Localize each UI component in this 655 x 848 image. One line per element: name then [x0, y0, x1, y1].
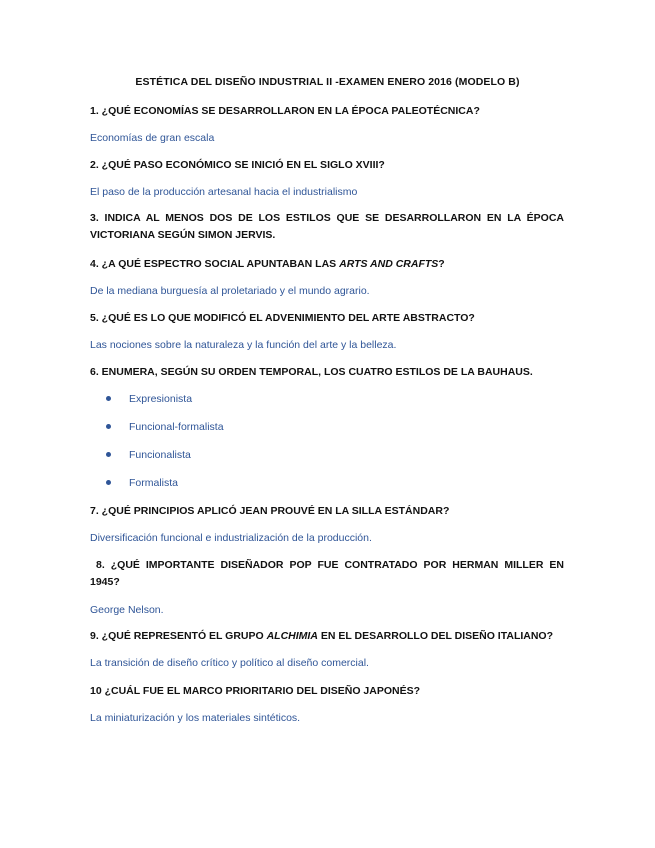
- question-4-text: 4. ¿A QUÉ ESPECTRO SOCIAL APUNTABAN LAS: [90, 258, 340, 270]
- answer-7: Diversificación funcional e industrialización de la producción.: [90, 532, 372, 544]
- bullet-icon: [106, 480, 111, 485]
- question-3: 3. INDICA AL MENOS DOS DE LOS ESTILOS QUE SE DESARROLLARON EN LA ÉPOCA VICTORIANA SEGÚN SIMON JERVIS.: [90, 212, 564, 241]
- question-9-italic: ALCHIMIA: [266, 630, 318, 642]
- list-item-label: Expresionista: [129, 393, 193, 405]
- question-9-text: 9. ¿QUÉ REPRESENTÓ EL GRUPO: [90, 630, 267, 642]
- answer-5: Las nociones sobre la naturaleza y la función del arte y la belleza.: [90, 339, 397, 351]
- question-9: [90, 628, 564, 645]
- question-5: 5. ¿QUÉ ES LO QUE MODIFICÓ EL ADVENIMIENTO DEL ARTE ABSTRACTO?: [90, 312, 475, 324]
- question-4-italic: ARTS AND CRAFTS: [339, 258, 439, 270]
- question-10: 10 ¿CUÁL FUE EL MARCO PRIORITARIO DEL DISEÑO JAPONÉS?: [90, 685, 421, 697]
- question-4-end: ?: [438, 258, 445, 270]
- question-7: 7. ¿QUÉ PRINCIPIOS APLICÓ JEAN PROUVÉ EN LA SILLA ESTÁNDAR?: [90, 505, 450, 517]
- page-title: ESTÉTICA DEL DISEÑO INDUSTRIAL II -EXAMEN ENERO 2016 (MODELO B): [135, 76, 520, 88]
- answer-2: El paso de la producción artesanal hacia el industrialismo: [90, 186, 358, 198]
- answer-9: La transición de diseño crítico y político al diseño comercial.: [90, 657, 369, 669]
- list-item-label: Funcionalista: [129, 449, 191, 461]
- question-4: [90, 256, 564, 273]
- bullet-icon: [106, 424, 111, 429]
- list-item-label: Formalista: [129, 477, 179, 489]
- question-1: 1. ¿QUÉ ECONOMÍAS SE DESARROLLARON EN LA ÉPOCA PALEOTÉCNICA?: [90, 105, 480, 117]
- answer-1: Economías de gran escala: [90, 132, 215, 144]
- question-2: 2. ¿QUÉ PASO ECONÓMICO SE INICIÓ EN EL SIGLO XVIII?: [90, 159, 385, 171]
- list-item-label: Funcional-formalista: [129, 421, 224, 433]
- question-8: 8. ¿QUÉ IMPORTANTE DISEÑADOR POP FUE CONTRATADO POR HERMAN MILLER EN 1945?: [90, 559, 564, 588]
- question-9-end: EN EL DESARROLLO DEL DISEÑO ITALIANO?: [317, 630, 554, 642]
- bullet-icon: [106, 396, 111, 401]
- answer-10: La miniaturización y los materiales sintéticos.: [90, 712, 301, 724]
- answer-4: De la mediana burguesía al proletariado y el mundo agrario.: [90, 285, 370, 297]
- bullet-icon: [106, 452, 111, 457]
- question-6: 6. ENUMERA, SEGÚN SU ORDEN TEMPORAL, LOS CUATRO ESTILOS DE LA BAUHAUS.: [90, 366, 533, 378]
- answer-8: George Nelson.: [90, 604, 164, 616]
